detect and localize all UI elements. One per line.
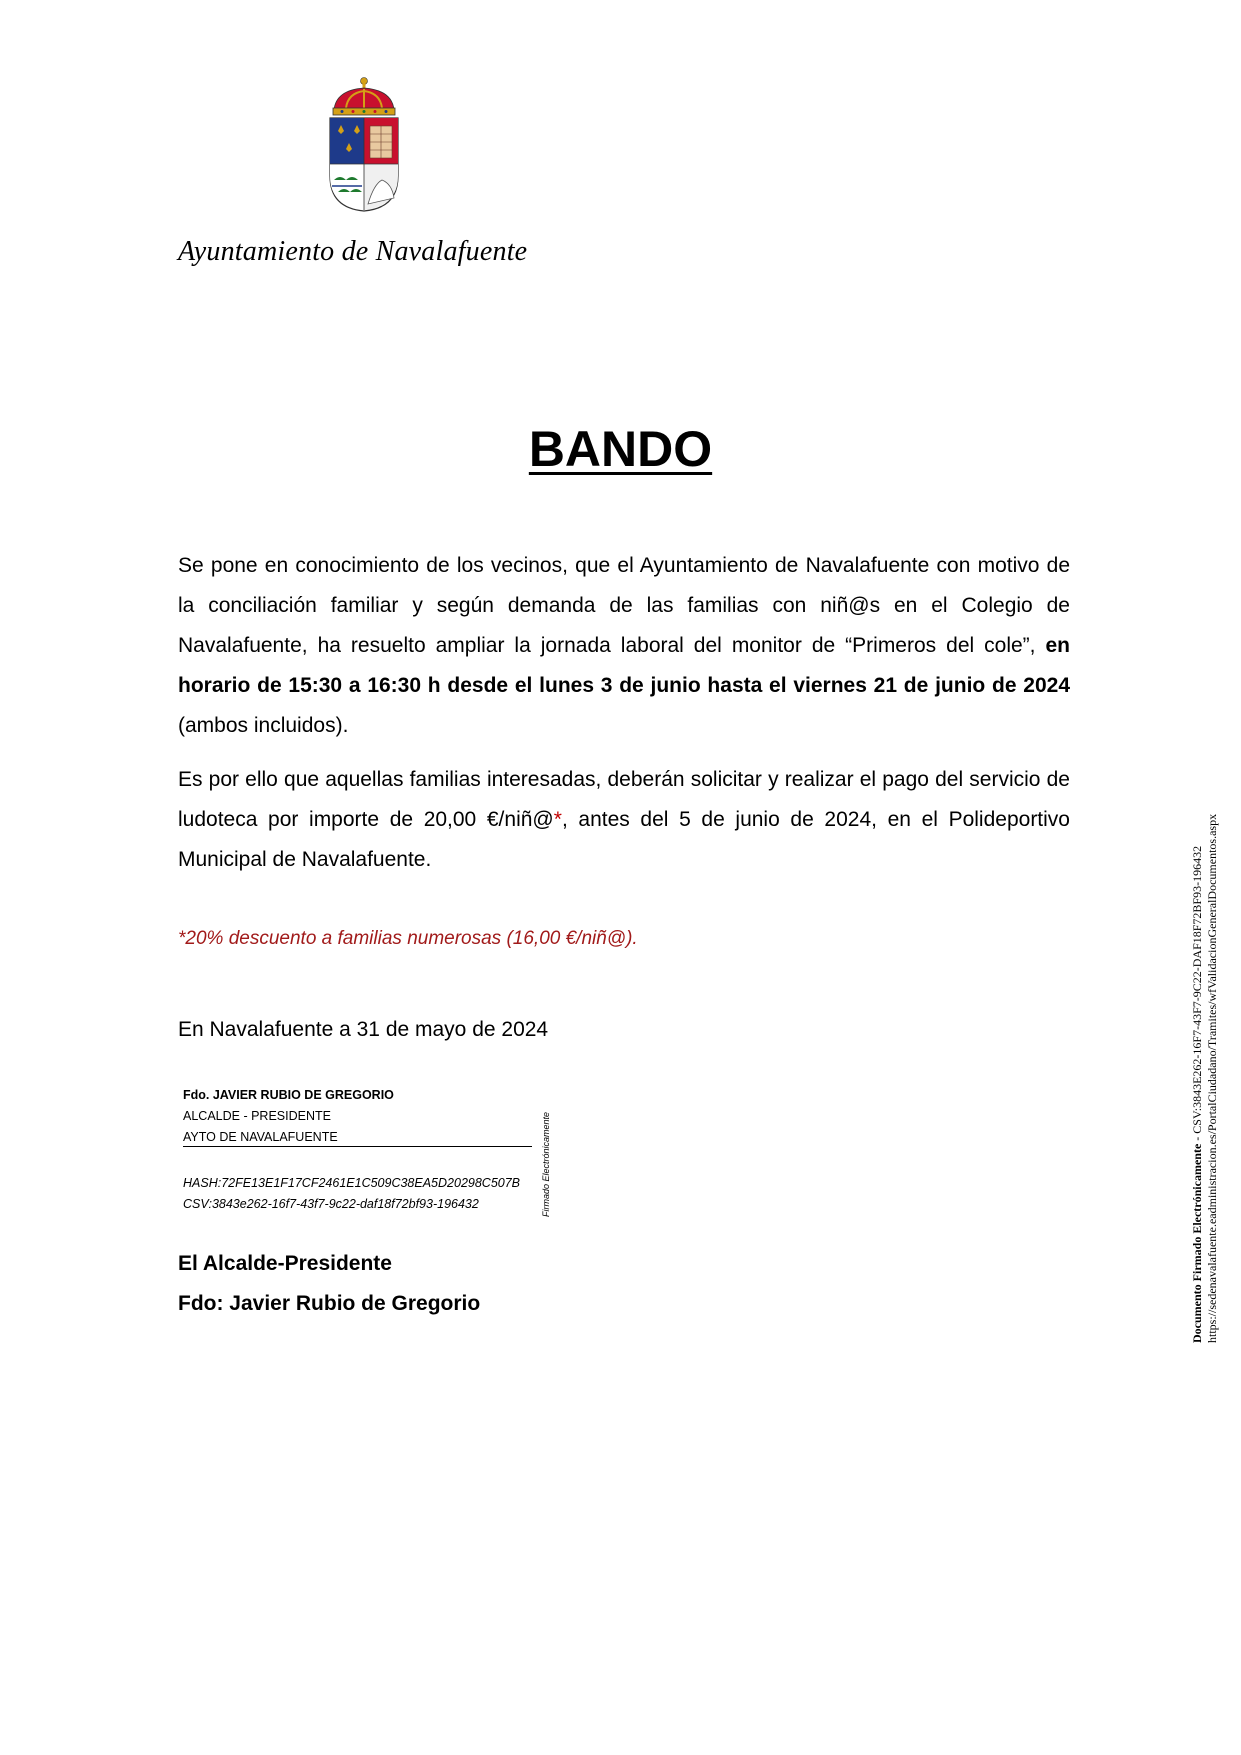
signature-csv: CSV:3843e262-16f7-43f7-9c22-daf18f72bf93-196432 <box>183 1197 479 1211</box>
organization-name: Ayuntamiento de Navalafuente <box>178 236 528 267</box>
side-margin-verification <box>1190 814 1220 1343</box>
body-paragraph-1 <box>178 546 1070 746</box>
side-margin-csv: - CSV:3843E262-16F7-43F7-9C22-DAF18F72BF93-196432 <box>1190 845 1204 1144</box>
discount-note: *20% descuento a familias numerosas (16,00 €/niñ@). <box>178 928 638 949</box>
signature-vertical-label: Firmado Electrónicamente <box>541 1111 551 1217</box>
electronic-signature-box <box>183 1085 553 1215</box>
footnote-asterisk: * <box>553 808 562 831</box>
place-and-date: En Navalafuente a 31 de mayo de 2024 <box>178 1018 549 1041</box>
closing-block <box>178 1244 480 1324</box>
side-margin-bold: Documento Firmado Electrónicamente <box>1190 1143 1204 1343</box>
signature-codes <box>183 1173 520 1215</box>
signature-divider <box>183 1146 532 1147</box>
coat-of-arms-icon <box>326 76 402 212</box>
signature-role: ALCALDE - PRESIDENTE <box>183 1109 331 1123</box>
body-p1-text-c: (ambos incluidos). <box>178 714 349 737</box>
closing-title: El Alcalde-Presidente <box>178 1252 392 1275</box>
signature-hash: HASH:72FE13E1F17CF2461E1C509C38EA5D20298C507B <box>183 1176 521 1190</box>
body-p1-text-a: Se pone en conocimiento de los vecinos, que el Ayuntamiento de Navalafuente con motivo de la conciliación familiar y según demanda de las familias con niñ@s en el Colegio de Navalafuente, ha resuelto ampliar la jornada laboral del monitor de “Primeros del cole”, <box>178 554 1070 657</box>
body-p1-bold-schedule: en horario de 15:30 a 16:30 h desde el lunes 3 de junio hasta el viernes 21 de junio de 2024 <box>178 634 1070 697</box>
body-p2-text-a: Es por ello que aquellas familias interesadas, deberán solicitar y realizar el pago del servicio de ludoteca por importe de 20,00 €/niñ@ <box>178 768 1070 831</box>
body-p2-text-b: , antes del 5 de junio de 2024, en el Polideportivo Municipal de Navalafuente. <box>178 808 1070 871</box>
closing-signature: Fdo: Javier Rubio de Gregorio <box>178 1292 481 1315</box>
signature-signer: Fdo. JAVIER RUBIO DE GREGORIO <box>183 1088 394 1102</box>
signature-entity: AYTO DE NAVALAFUENTE <box>183 1130 338 1144</box>
side-margin-url: https://sedenavalafuente.eadministracion.es/PortalCiudadano/Tramites/wfValidacionGeneralDocumentos.aspx <box>1205 813 1219 1343</box>
side-margin-line-1 <box>1190 814 1205 1343</box>
body-paragraph-2 <box>178 760 1070 880</box>
document-title: BANDO <box>528 421 713 477</box>
document-title-container <box>0 420 1241 478</box>
